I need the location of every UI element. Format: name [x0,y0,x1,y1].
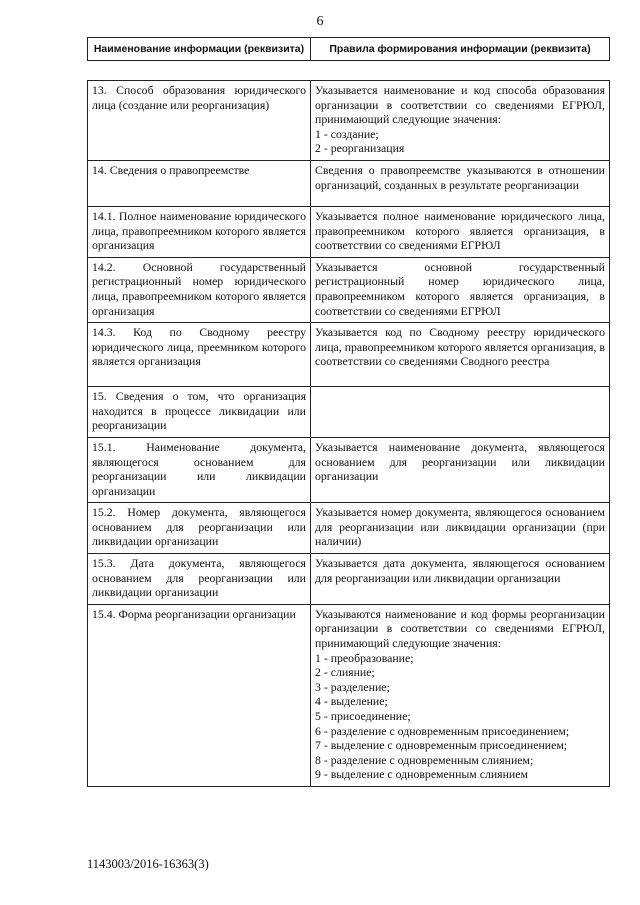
value-item: 2 - реорганизация [315,141,405,156]
requisite-rule [311,81,610,161]
requisite-rule: Указывается номер документа, являющегося основанием для реорганизации или ликвидации организации (при наличии) [311,503,610,554]
header-rules-column: Правила формирования информации (реквизита) [311,38,610,61]
rule-text: Указывается наименование и код способа образования организации в соответствии со сведениями ЕГРЮЛ, принимающий следующие значения: [315,83,605,127]
requisite-rule: Указывается наименование документа, являющегося основанием для реорганизации или ликвидации организации [311,437,610,502]
requisite-name: 15.4. Форма реорганизации организации [88,604,311,786]
table-row [88,323,610,387]
table-row [88,554,610,605]
requisite-name: 15.3. Дата документа, являющегося основанием для реорганизации или ликвидации организации [88,554,311,605]
table-row [88,257,610,322]
requisite-name: 14.3. Код по Сводному реестру юридического лица, преемником которого является организация [88,323,311,387]
table-row [88,503,610,554]
value-item: 7 - выделение с одновременным присоединением; [315,738,568,753]
requisite-name: 15.2. Номер документа, являющегося основанием для реорганизации или ликвидации организации [88,503,311,554]
requisite-rule: Указывается основной государственный регистрационный номер юридического лица, правопреемником которого является организация, в соответствии со сведениями ЕГРЮЛ [311,257,610,322]
table-row [88,387,610,438]
table-header [87,37,610,61]
requisite-name: 13. Способ образования юридического лица (создание или реорганизация) [88,81,311,161]
rule-text: Указываются наименование и код формы реорганизации организации в соответствии со сведениями ЕГРЮЛ, принимающий следующие значения: [315,606,605,651]
value-item: 5 - присоединение; [315,709,411,723]
requisite-rule: Указывается код по Сводному реестру юридического лица, правопреемником которого является организация, в соответствии со сведениями Сводного реестра [311,323,610,387]
requisite-name: 14. Сведения о правопреемстве [88,160,311,206]
table-row [88,604,610,786]
table-row [88,206,610,257]
requisite-name: 14.2. Основной государственный регистрационный номер юридического лица, правопреемником которого является организация [88,257,311,322]
value-item: 2 - слияние; [315,665,375,680]
page-number: 6 [316,14,324,29]
value-item: 1 - создание; [315,126,379,141]
value-item: 8 - разделение с одновременным слиянием; [315,752,534,767]
value-item: 1 - преобразование; [315,650,414,665]
requisite-rule: Указывается дата документа, являющегося основанием для реорганизации или ликвидации организации [311,554,610,605]
requisite-rule: Сведения о правопреемстве указываются в отношении организаций, созданных в результате реорганизации [311,160,610,206]
table-row [88,437,610,502]
table-row [88,160,610,206]
requisites-table [87,80,610,787]
header-name-column: Наименование информации (реквизита) [88,38,311,61]
value-item: 9 - выделение с одновременным слиянием [315,767,528,782]
value-item: 3 - разделение; [315,679,390,694]
requisite-name: 14.1. Полное наименование юридического лица, правопреемником которого является организация [88,206,311,257]
table-row [88,81,610,161]
requisite-rule [311,604,610,786]
requisite-name: 15.1. Наименование документа, являющегося основанием для реорганизации или ликвидации организации [88,437,311,502]
document-code: 1143003/2016-16363(3) [87,857,209,871]
value-item: 6 - разделение с одновременным присоединением; [315,723,570,738]
requisite-name: 15. Сведения о том, что организация находится в процессе ликвидации или реорганизации [88,387,311,438]
requisite-rule: Указывается полное наименование юридического лица, правопреемником которого является организация, в соответствии со сведениями ЕГРЮЛ [311,206,610,257]
value-item: 4 - выделение; [315,694,388,709]
requisite-rule [311,387,610,438]
